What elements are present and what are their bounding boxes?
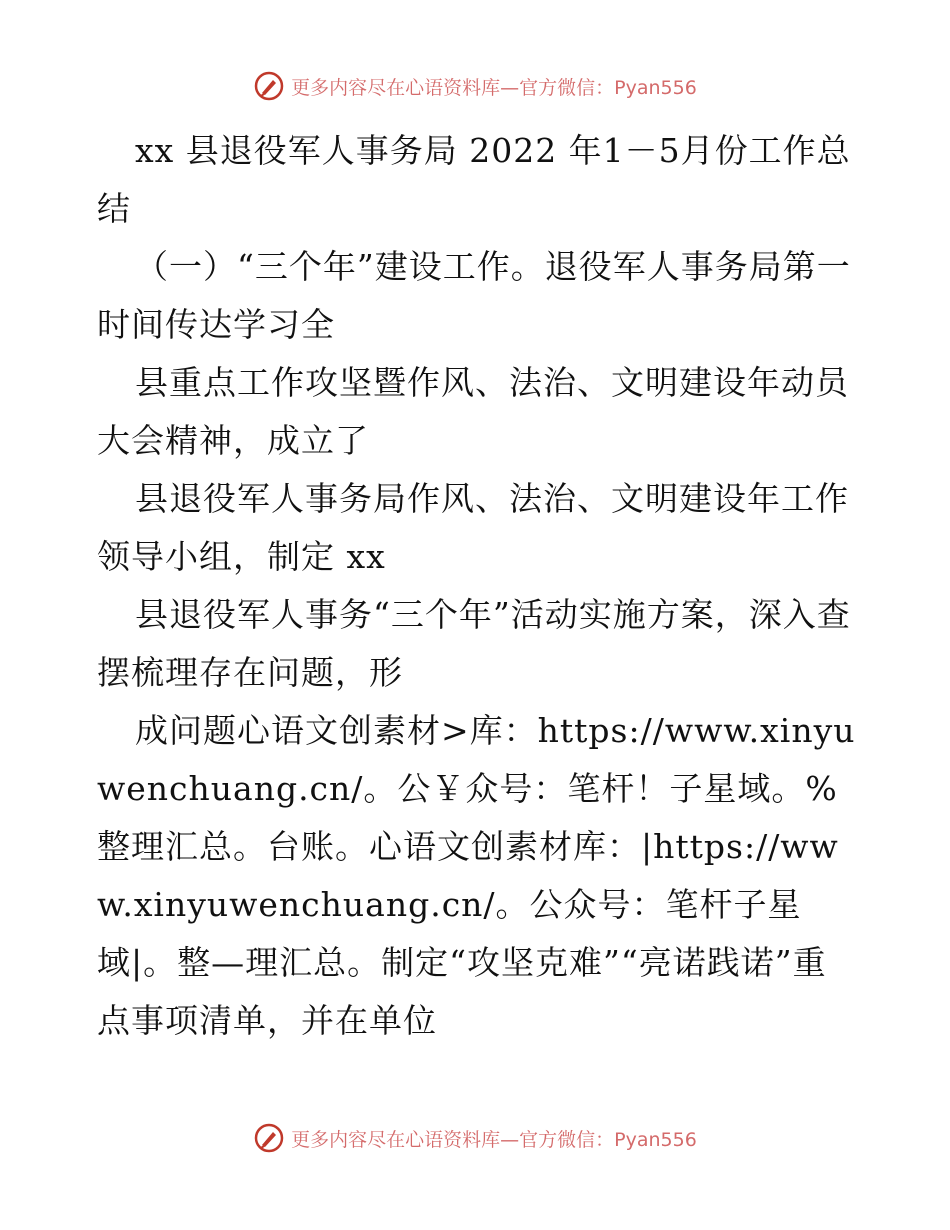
paragraph: 县重点工作攻坚暨作风、法治、文明建设年动员大会精神，成立了	[97, 363, 849, 460]
paragraph: 成问题心语文创素材>库：https://www.xinyuwenchuang.cn/。公￥众号：笔杆！子星域。%整理汇总。台账。心语文创素材库：|https://www.xinyuwenchuang.cn/。公众号：笔杆子星域|。整—理汇总。制定“攻坚克难”“亮诺践诺”重点事项清单，并在单位	[97, 711, 856, 1040]
document-body	[97, 122, 857, 1050]
header-banner	[0, 70, 950, 102]
document-title: xx 县退役军人事务局 2022 年1－5月份工作总结	[97, 131, 851, 228]
pen-logo-icon	[253, 1122, 285, 1154]
paragraph: 县退役军人事务局作风、法治、文明建设年工作领导小组，制定 xx	[97, 479, 849, 576]
pen-logo-icon	[253, 70, 285, 102]
footer-banner-text: 更多内容尽在心语资料库—官方微信：Pyan556	[291, 1128, 697, 1151]
footer-banner	[0, 1122, 950, 1154]
paragraph: （一）“三个年”建设工作。退役军人事务局第一时间传达学习全	[97, 247, 851, 344]
header-banner-text: 更多内容尽在心语资料库—官方微信：Pyan556	[291, 76, 697, 99]
paragraph: 县退役军人事务“三个年”活动实施方案，深入查摆梳理存在问题，形	[97, 595, 851, 692]
